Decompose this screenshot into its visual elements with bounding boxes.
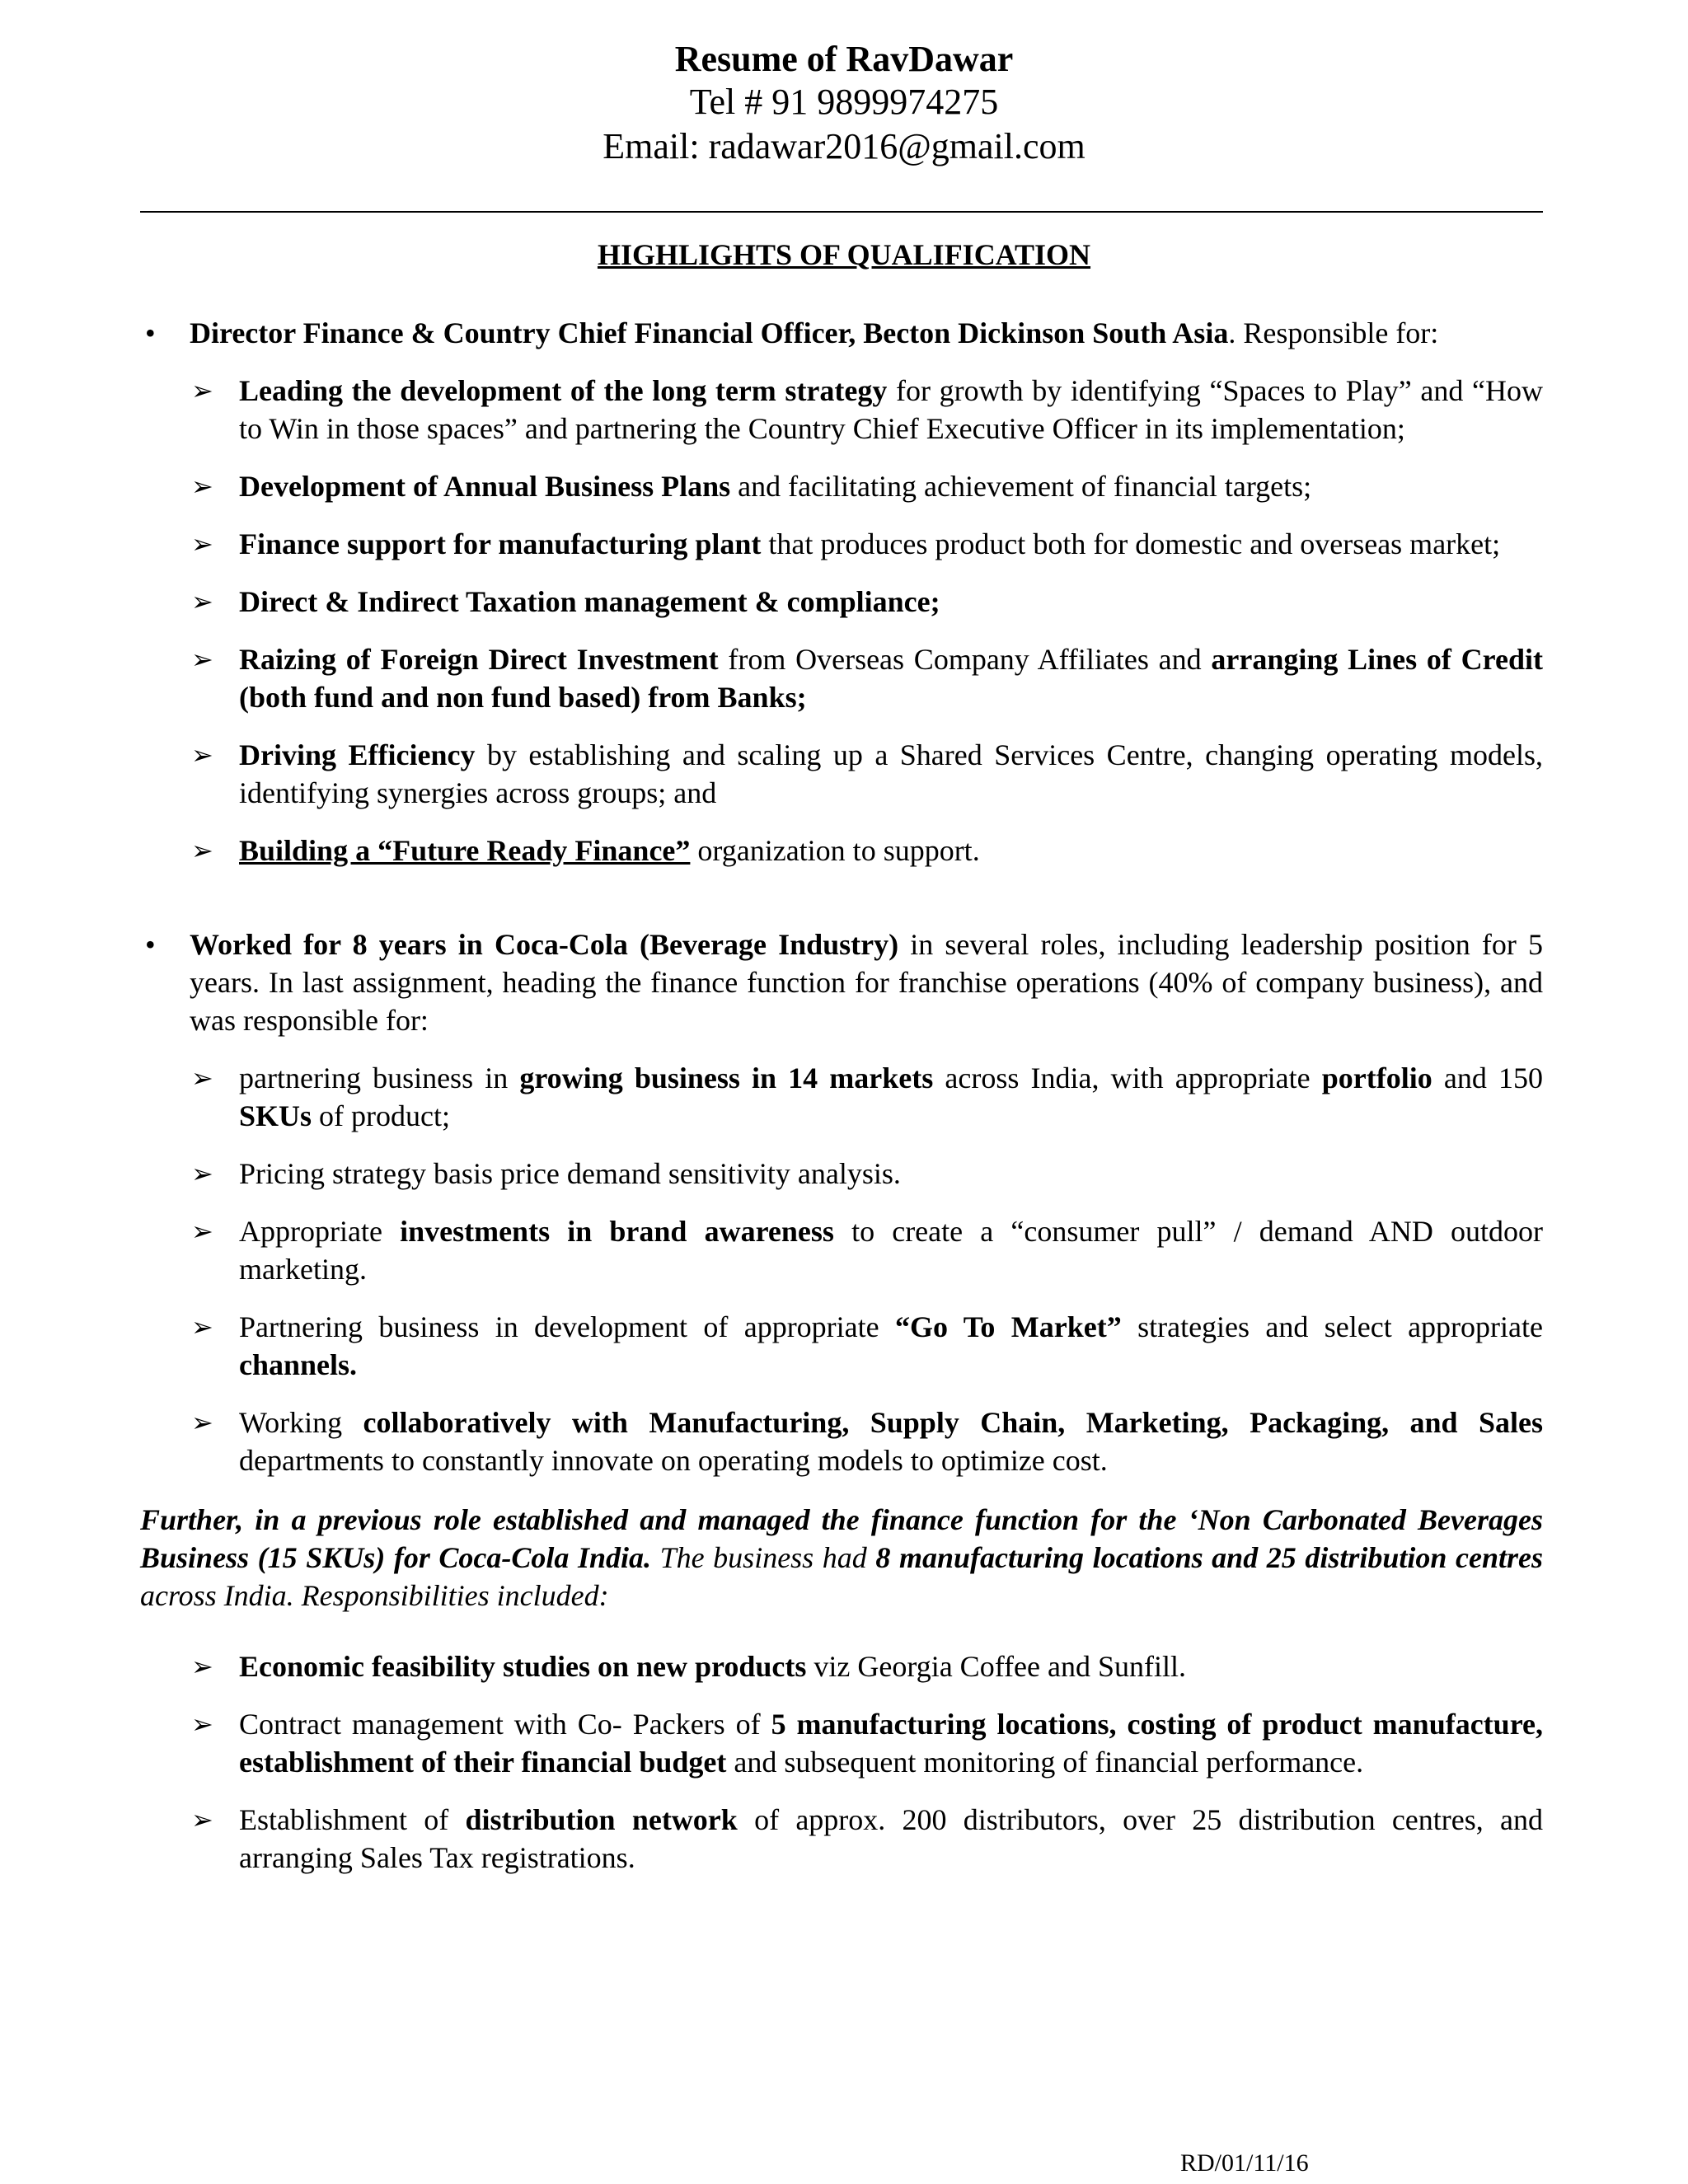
list-item [140, 1404, 1543, 1479]
item-bold: Driving Efficiency [239, 738, 476, 771]
item-text: across India, with appropriate [933, 1062, 1322, 1094]
header-divider [140, 211, 1543, 213]
note-bold-italic: Further, in a previous role established and managed the finance function for the ‘Non Carbonated Beverages Business (15 SKUs) for Coca-Cola India. [140, 1503, 1543, 1574]
list-item [140, 1801, 1543, 1877]
arrow-bullet-icon: ➢ [191, 836, 213, 865]
bullet-text: . Responsible for: [1228, 316, 1439, 349]
note-bold-italic: 8 manufacturing locations and 25 distribution centres [875, 1541, 1544, 1574]
arrow-bullet-icon: ➢ [191, 1063, 213, 1093]
arrow-bullet-icon: ➢ [191, 529, 213, 559]
item-bold: SKUs [239, 1099, 312, 1132]
list-item [140, 1308, 1543, 1384]
telephone: Tel # 91 9899974275 [689, 82, 999, 122]
item-bold: investments in brand awareness [400, 1215, 834, 1248]
item-bold: growing business in 14 markets [519, 1062, 934, 1094]
item-text: Appropriate [239, 1215, 401, 1248]
note-italic: The business had [651, 1541, 876, 1574]
item-bold: Leading the development of the long term strategy [239, 374, 888, 407]
item-bold: Finance support for manufacturing plant [239, 527, 762, 560]
list-item [140, 1059, 1543, 1135]
item-text: partnering business in [239, 1062, 520, 1094]
list-item [140, 1155, 1543, 1193]
qualification-bullet [140, 926, 1543, 1039]
item-bold-underlined: Building a “Future Ready Finance” [239, 834, 691, 867]
arrow-bullet-icon: ➢ [191, 471, 213, 501]
email: Email: radawar2016@gmail.com [603, 126, 1085, 166]
list-item [140, 832, 1543, 869]
list-item [140, 372, 1543, 448]
arrow-bullet-icon: ➢ [191, 1159, 213, 1188]
arrow-bullet-icon: ➢ [191, 644, 213, 674]
bullet-icon: • [145, 928, 156, 961]
responsibilities-list [140, 1647, 1543, 1877]
list-item [140, 467, 1543, 505]
item-text: for growth by identifying “Spaces to Play” and “How to Win in those spaces” and partnering the Country Chief Executive Officer in its implementation; [239, 374, 1543, 445]
arrow-bullet-icon: ➢ [191, 1312, 213, 1342]
item-bold: collaboratively with Manufacturing, Supply Chain, Marketing, Packaging, and Sales [363, 1406, 1543, 1439]
item-bold: Development of Annual Business Plans [239, 470, 731, 503]
item-text: and subsequent monitoring of financial performance. [726, 1746, 1364, 1779]
item-bold: arranging Lines of Credit (both fund and non fund based) from Banks; [239, 643, 1543, 714]
bullet-icon: • [145, 316, 156, 349]
arrow-bullet-icon: ➢ [191, 740, 213, 770]
section-title: HIGHLIGHTS OF QUALIFICATION [597, 238, 1091, 271]
note-italic: across India. Responsibilities included: [140, 1579, 609, 1612]
item-text: viz Georgia Coffee and Sunfill. [806, 1650, 1186, 1683]
item-text: to create a “consumer pull” / demand AND outdoor marketing. [239, 1215, 1544, 1286]
list-item [140, 1705, 1543, 1781]
arrow-bullet-icon: ➢ [191, 1652, 213, 1681]
item-bold: channels. [239, 1348, 358, 1381]
item-text: from Overseas Company Affiliates and [718, 643, 1212, 676]
item-text: and facilitating achievement of financial targets; [730, 470, 1312, 503]
item-text: strategies and select appropriate [1121, 1310, 1543, 1343]
bullet-text: in several roles, including leadership position for 5 years. In last assignment, heading the finance function for franchise operations (40% of company business), and was responsible for: [190, 928, 1543, 1037]
list-item [140, 1212, 1543, 1288]
item-text: Establishment of [239, 1803, 466, 1836]
arrow-bullet-icon: ➢ [191, 1408, 213, 1437]
item-text: Contract management with Co- Packers of [239, 1708, 771, 1741]
item-text: Partnering business in development of appropriate [239, 1310, 895, 1343]
arrow-bullet-icon: ➢ [191, 376, 213, 405]
item-bold: “Go To Market” [895, 1310, 1122, 1343]
list-item [140, 583, 1543, 621]
item-bold: 5 manufacturing locations, costing of product manufacture, establishment of their financial budget [239, 1708, 1543, 1779]
arrow-bullet-icon: ➢ [191, 1216, 213, 1246]
resume-title: Resume of RavDawar [674, 39, 1014, 79]
list-item [140, 640, 1543, 716]
item-bold: Economic feasibility studies on new products [239, 1650, 807, 1683]
item-bold: portfolio [1321, 1062, 1432, 1094]
list-item [140, 525, 1543, 563]
item-text: organization to support. [690, 834, 980, 867]
previous-role-paragraph [140, 1501, 1543, 1615]
item-text: Working [239, 1406, 363, 1439]
resume-body [140, 314, 1543, 1877]
list-item [140, 736, 1543, 812]
item-text: that produces product both for domestic and overseas market; [761, 527, 1501, 560]
arrow-bullet-icon: ➢ [191, 1805, 213, 1835]
item-text: by establishing and scaling up a Shared Services Centre, changing operating models, identifying synergies across groups; and [239, 738, 1544, 809]
item-text: of product; [312, 1099, 450, 1132]
item-text: and 150 [1432, 1062, 1544, 1094]
item-bold: Direct & Indirect Taxation management & compliance; [239, 585, 940, 618]
bullet-heading: Worked for 8 years in Coca-Cola (Beverage Industry) [190, 928, 899, 961]
qualification-bullet [140, 314, 1543, 352]
item-bold: Raizing of Foreign Direct Investment [239, 643, 719, 676]
item-text: departments to constantly innovate on operating models to optimize cost. [239, 1444, 1108, 1477]
list-item [140, 1647, 1543, 1685]
item-text: Pricing strategy basis price demand sensitivity analysis. [239, 1157, 901, 1190]
item-text: of approx. 200 distributors, over 25 distribution centres, and arranging Sales Tax registrations. [239, 1803, 1544, 1874]
arrow-bullet-icon: ➢ [191, 587, 213, 616]
bullet-heading: Director Finance & Country Chief Financial Officer, Becton Dickinson South Asia [190, 316, 1229, 349]
item-bold: distribution network [465, 1803, 738, 1836]
arrow-bullet-icon: ➢ [191, 1709, 213, 1739]
document-reference: RD/01/11/16 [1180, 2149, 1309, 2177]
